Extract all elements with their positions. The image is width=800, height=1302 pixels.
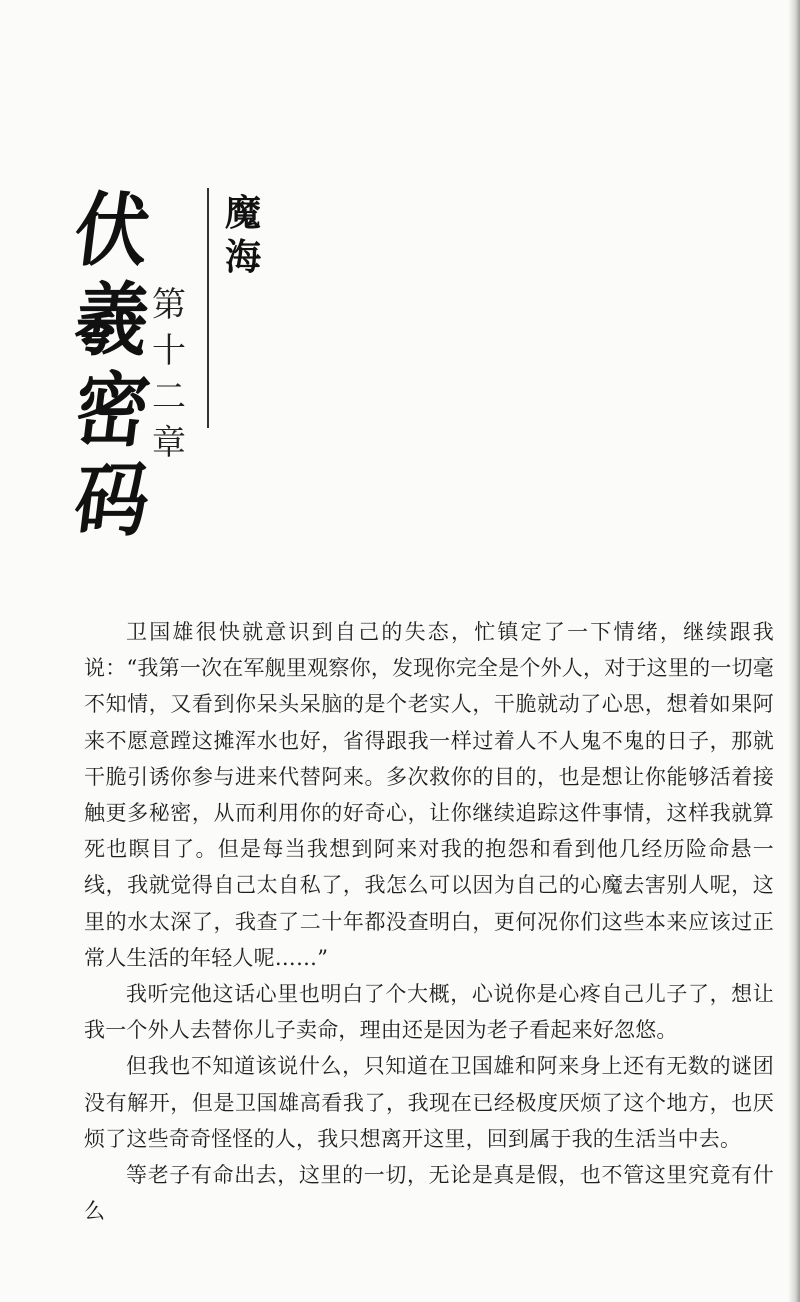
chapter-title-char: 魔 (224, 193, 261, 234)
body-text (84, 614, 774, 1229)
page-spine-shadow (788, 0, 800, 1302)
book-title-char: 码 (69, 454, 155, 547)
book-title (69, 184, 155, 547)
book-title-char: 伏 (69, 184, 155, 277)
book-title-char: 密 (69, 364, 155, 457)
chapter-number-char: 章 (152, 423, 186, 463)
paragraph: 等老子有命出去，这里的一切，无论是真是假，也不管这里究竟有什么 (84, 1163, 774, 1224)
chapter-title (218, 192, 268, 280)
chapter-number-char: 第 (152, 285, 186, 325)
chapter-title-char: 海 (224, 237, 261, 278)
paragraph: 但我也不知道该说什么，只知道在卫国雄和阿来身上还有无数的谜团没有解开，但是卫国雄高看我了，我现在已经极度厌烦了这个地方，也厌烦了这些奇奇怪怪的人，我只想离开这里，回到属于我的生活当中去。 (84, 1054, 774, 1151)
paragraph: 我听完他这话心里也明白了个大概，心说你是心疼自己儿子了，想让我一个外人去替你儿子卖命，理由还是因为老子看起来好忽悠。 (84, 982, 774, 1043)
book-title-char: 羲 (69, 274, 155, 367)
chapter-number-char: 十 (152, 331, 186, 371)
chapter-number (144, 282, 194, 466)
chapter-number-char: 二 (152, 377, 186, 417)
paragraph: 卫国雄很快就意识到自己的失态，忙镇定了一下情绪，继续跟我说：“我第一次在军舰里观察你，发现你完全是个外人，对于这里的一切毫不知情，又看到你呆头呆脑的是个老实人，干脆就动了心思，想着如果阿来不愿意蹚这摊浑水也好，省得跟我一样过着人不人鬼不鬼的日子，那就干脆引诱你参与进来代替阿来。多次救你的目的，也是想让你能够活着接触更多秘密，从而利用你的好奇心，让你继续追踪这件事情，这样我就算死也瞑目了。但是每当我想到阿来对我的抱怨和看到他几经历险命悬一线，我就觉得自己太自私了，我怎么可以因为自己的心魔去害别人呢，这里的水太深了，我查了二十年都没查明白，更何况你们这些本来应该过正常人生活的年轻人呢……” (84, 620, 774, 970)
chapter-divider (207, 188, 209, 428)
